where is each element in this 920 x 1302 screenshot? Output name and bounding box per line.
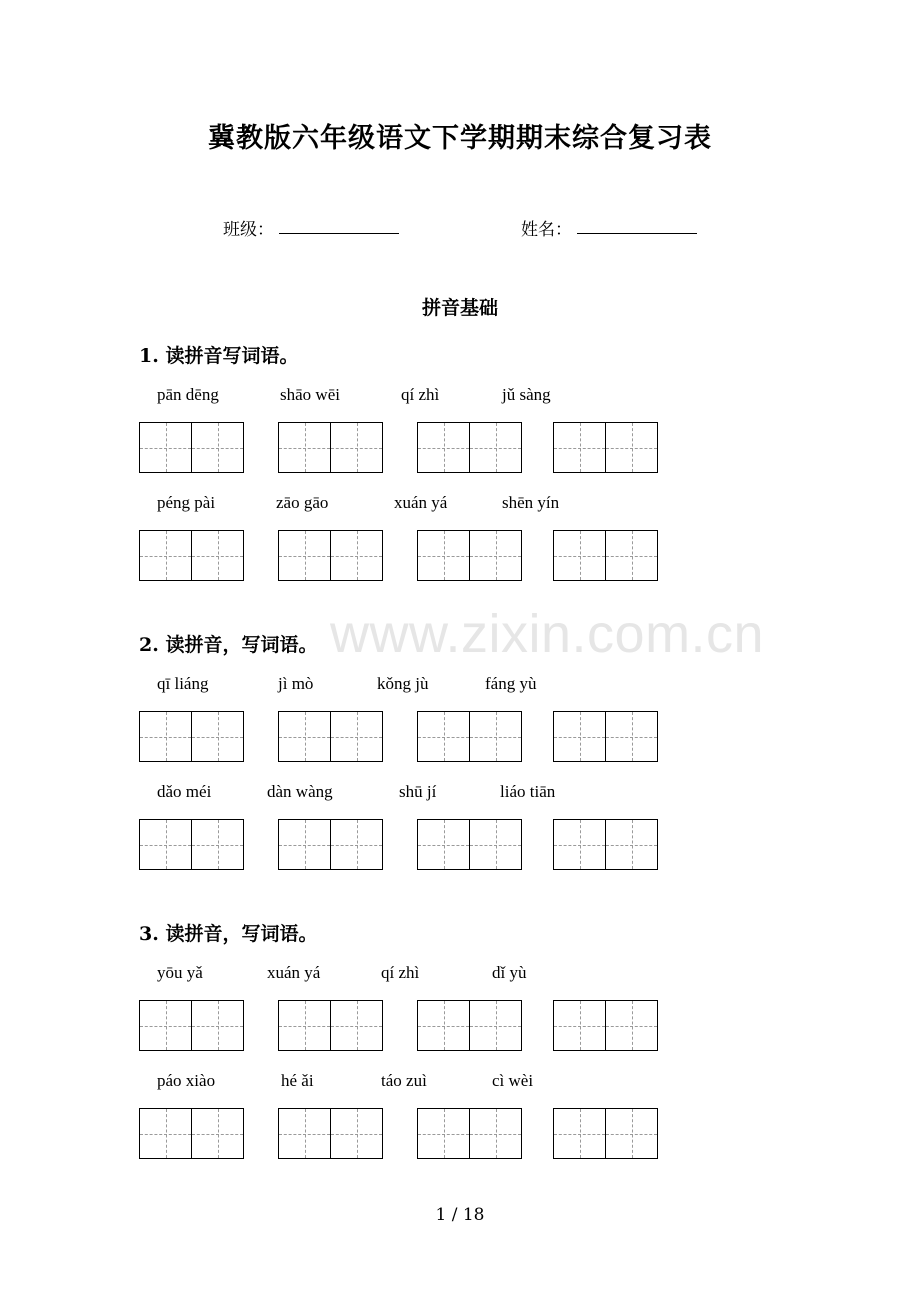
- pinyin-label: yōu yǎ: [157, 963, 203, 982]
- writing-grid[interactable]: [139, 422, 244, 473]
- writing-grid[interactable]: [553, 1000, 658, 1051]
- question-title: 3. 读拼音，写词语。: [139, 923, 318, 945]
- pinyin-label: liáo tiān: [500, 782, 556, 801]
- tianzige-cell[interactable]: [140, 1109, 191, 1158]
- question-title: 1. 读拼音写词语。: [139, 345, 299, 367]
- pinyin-label: qī liáng: [157, 674, 209, 693]
- tianzige-cell[interactable]: [191, 820, 243, 869]
- tianzige-cell[interactable]: [330, 1109, 382, 1158]
- writing-grid[interactable]: [417, 819, 522, 870]
- pinyin-label: shū jí: [399, 782, 437, 801]
- tianzige-cell[interactable]: [554, 820, 605, 869]
- pinyin-label: qí zhì: [381, 963, 420, 982]
- tianzige-cell[interactable]: [418, 1109, 469, 1158]
- pinyin-label: péng pài: [157, 493, 216, 512]
- tianzige-cell[interactable]: [140, 423, 191, 472]
- writing-grid[interactable]: [553, 1108, 658, 1159]
- tianzige-cell[interactable]: [279, 1001, 330, 1050]
- pinyin-label: táo zuì: [381, 1071, 427, 1090]
- tianzige-cell[interactable]: [191, 712, 243, 761]
- pinyin-label: shāo wēi: [280, 385, 340, 404]
- writing-grid[interactable]: [278, 422, 383, 473]
- writing-grid[interactable]: [553, 711, 658, 762]
- tianzige-cell[interactable]: [469, 712, 521, 761]
- pinyin-label: kǒng jù: [377, 674, 429, 693]
- tianzige-cell[interactable]: [554, 1001, 605, 1050]
- pinyin-label: dǐ yù: [492, 963, 527, 982]
- document-title: 冀教版六年级语文下学期期末综合复习表: [208, 123, 712, 154]
- pinyin-label: jì mò: [278, 674, 314, 693]
- tianzige-cell[interactable]: [469, 423, 521, 472]
- name-blank[interactable]: [577, 233, 697, 234]
- tianzige-cell[interactable]: [418, 1001, 469, 1050]
- section-title: 拼音基础: [421, 297, 498, 319]
- tianzige-cell[interactable]: [279, 423, 330, 472]
- tianzige-cell[interactable]: [605, 820, 657, 869]
- pinyin-label: fáng yù: [485, 674, 537, 693]
- pinyin-label: qí zhì: [401, 385, 440, 404]
- class-label: 班级：: [223, 220, 274, 240]
- writing-grid[interactable]: [278, 711, 383, 762]
- pinyin-label: xuán yá: [394, 493, 448, 512]
- writing-grid[interactable]: [139, 711, 244, 762]
- tianzige-cell[interactable]: [554, 712, 605, 761]
- tianzige-cell[interactable]: [469, 1001, 521, 1050]
- tianzige-cell[interactable]: [279, 1109, 330, 1158]
- tianzige-cell[interactable]: [330, 423, 382, 472]
- tianzige-cell[interactable]: [418, 531, 469, 580]
- name-label: 姓名：: [521, 220, 572, 240]
- writing-grid[interactable]: [553, 422, 658, 473]
- tianzige-cell[interactable]: [191, 423, 243, 472]
- tianzige-cell[interactable]: [191, 531, 243, 580]
- pinyin-label: páo xiào: [157, 1071, 216, 1090]
- writing-grid[interactable]: [139, 530, 244, 581]
- writing-grid[interactable]: [417, 1108, 522, 1159]
- tianzige-cell[interactable]: [605, 1001, 657, 1050]
- pinyin-label: zāo gāo: [276, 493, 329, 512]
- pinyin-label: dǎo méi: [157, 782, 212, 801]
- page-number: 1 / 18: [435, 1205, 485, 1225]
- tianzige-cell[interactable]: [140, 1001, 191, 1050]
- writing-grid[interactable]: [278, 530, 383, 581]
- tianzige-cell[interactable]: [191, 1109, 243, 1158]
- pinyin-label: pān dēng: [157, 385, 219, 404]
- watermark: www.zixin.com.cn: [330, 604, 765, 664]
- tianzige-cell[interactable]: [330, 820, 382, 869]
- pinyin-label: xuán yá: [267, 963, 321, 982]
- tianzige-cell[interactable]: [554, 423, 605, 472]
- pinyin-label: hé ǎi: [281, 1071, 314, 1090]
- tianzige-cell[interactable]: [330, 712, 382, 761]
- pinyin-label: dàn wàng: [267, 782, 333, 801]
- writing-grid[interactable]: [417, 530, 522, 581]
- writing-grid[interactable]: [553, 530, 658, 581]
- writing-grid[interactable]: [139, 1108, 244, 1159]
- class-blank[interactable]: [279, 233, 399, 234]
- tianzige-cell[interactable]: [469, 1109, 521, 1158]
- tianzige-cell[interactable]: [554, 1109, 605, 1158]
- tianzige-cell[interactable]: [605, 423, 657, 472]
- tianzige-cell[interactable]: [554, 531, 605, 580]
- tianzige-cell[interactable]: [330, 531, 382, 580]
- writing-grid[interactable]: [553, 819, 658, 870]
- writing-grid[interactable]: [278, 1108, 383, 1159]
- tianzige-cell[interactable]: [418, 820, 469, 869]
- tianzige-cell[interactable]: [279, 712, 330, 761]
- tianzige-cell[interactable]: [191, 1001, 243, 1050]
- tianzige-cell[interactable]: [279, 531, 330, 580]
- writing-grid[interactable]: [417, 1000, 522, 1051]
- tianzige-cell[interactable]: [605, 531, 657, 580]
- tianzige-cell[interactable]: [418, 712, 469, 761]
- tianzige-cell[interactable]: [140, 712, 191, 761]
- pinyin-label: shēn yín: [502, 493, 560, 512]
- pinyin-label: jǔ sàng: [502, 385, 551, 404]
- tianzige-cell[interactable]: [140, 820, 191, 869]
- tianzige-cell[interactable]: [469, 531, 521, 580]
- writing-grid[interactable]: [139, 1000, 244, 1051]
- writing-grid[interactable]: [278, 1000, 383, 1051]
- writing-grid[interactable]: [278, 819, 383, 870]
- writing-grid[interactable]: [417, 711, 522, 762]
- tianzige-cell[interactable]: [418, 423, 469, 472]
- pinyin-label: cì wèi: [492, 1071, 534, 1090]
- tianzige-cell[interactable]: [469, 820, 521, 869]
- tianzige-cell[interactable]: [605, 1109, 657, 1158]
- tianzige-cell[interactable]: [330, 1001, 382, 1050]
- writing-grid[interactable]: [417, 422, 522, 473]
- question-title: 2. 读拼音，写词语。: [139, 634, 318, 656]
- tianzige-cell[interactable]: [605, 712, 657, 761]
- writing-grid[interactable]: [139, 819, 244, 870]
- tianzige-cell[interactable]: [140, 531, 191, 580]
- tianzige-cell[interactable]: [279, 820, 330, 869]
